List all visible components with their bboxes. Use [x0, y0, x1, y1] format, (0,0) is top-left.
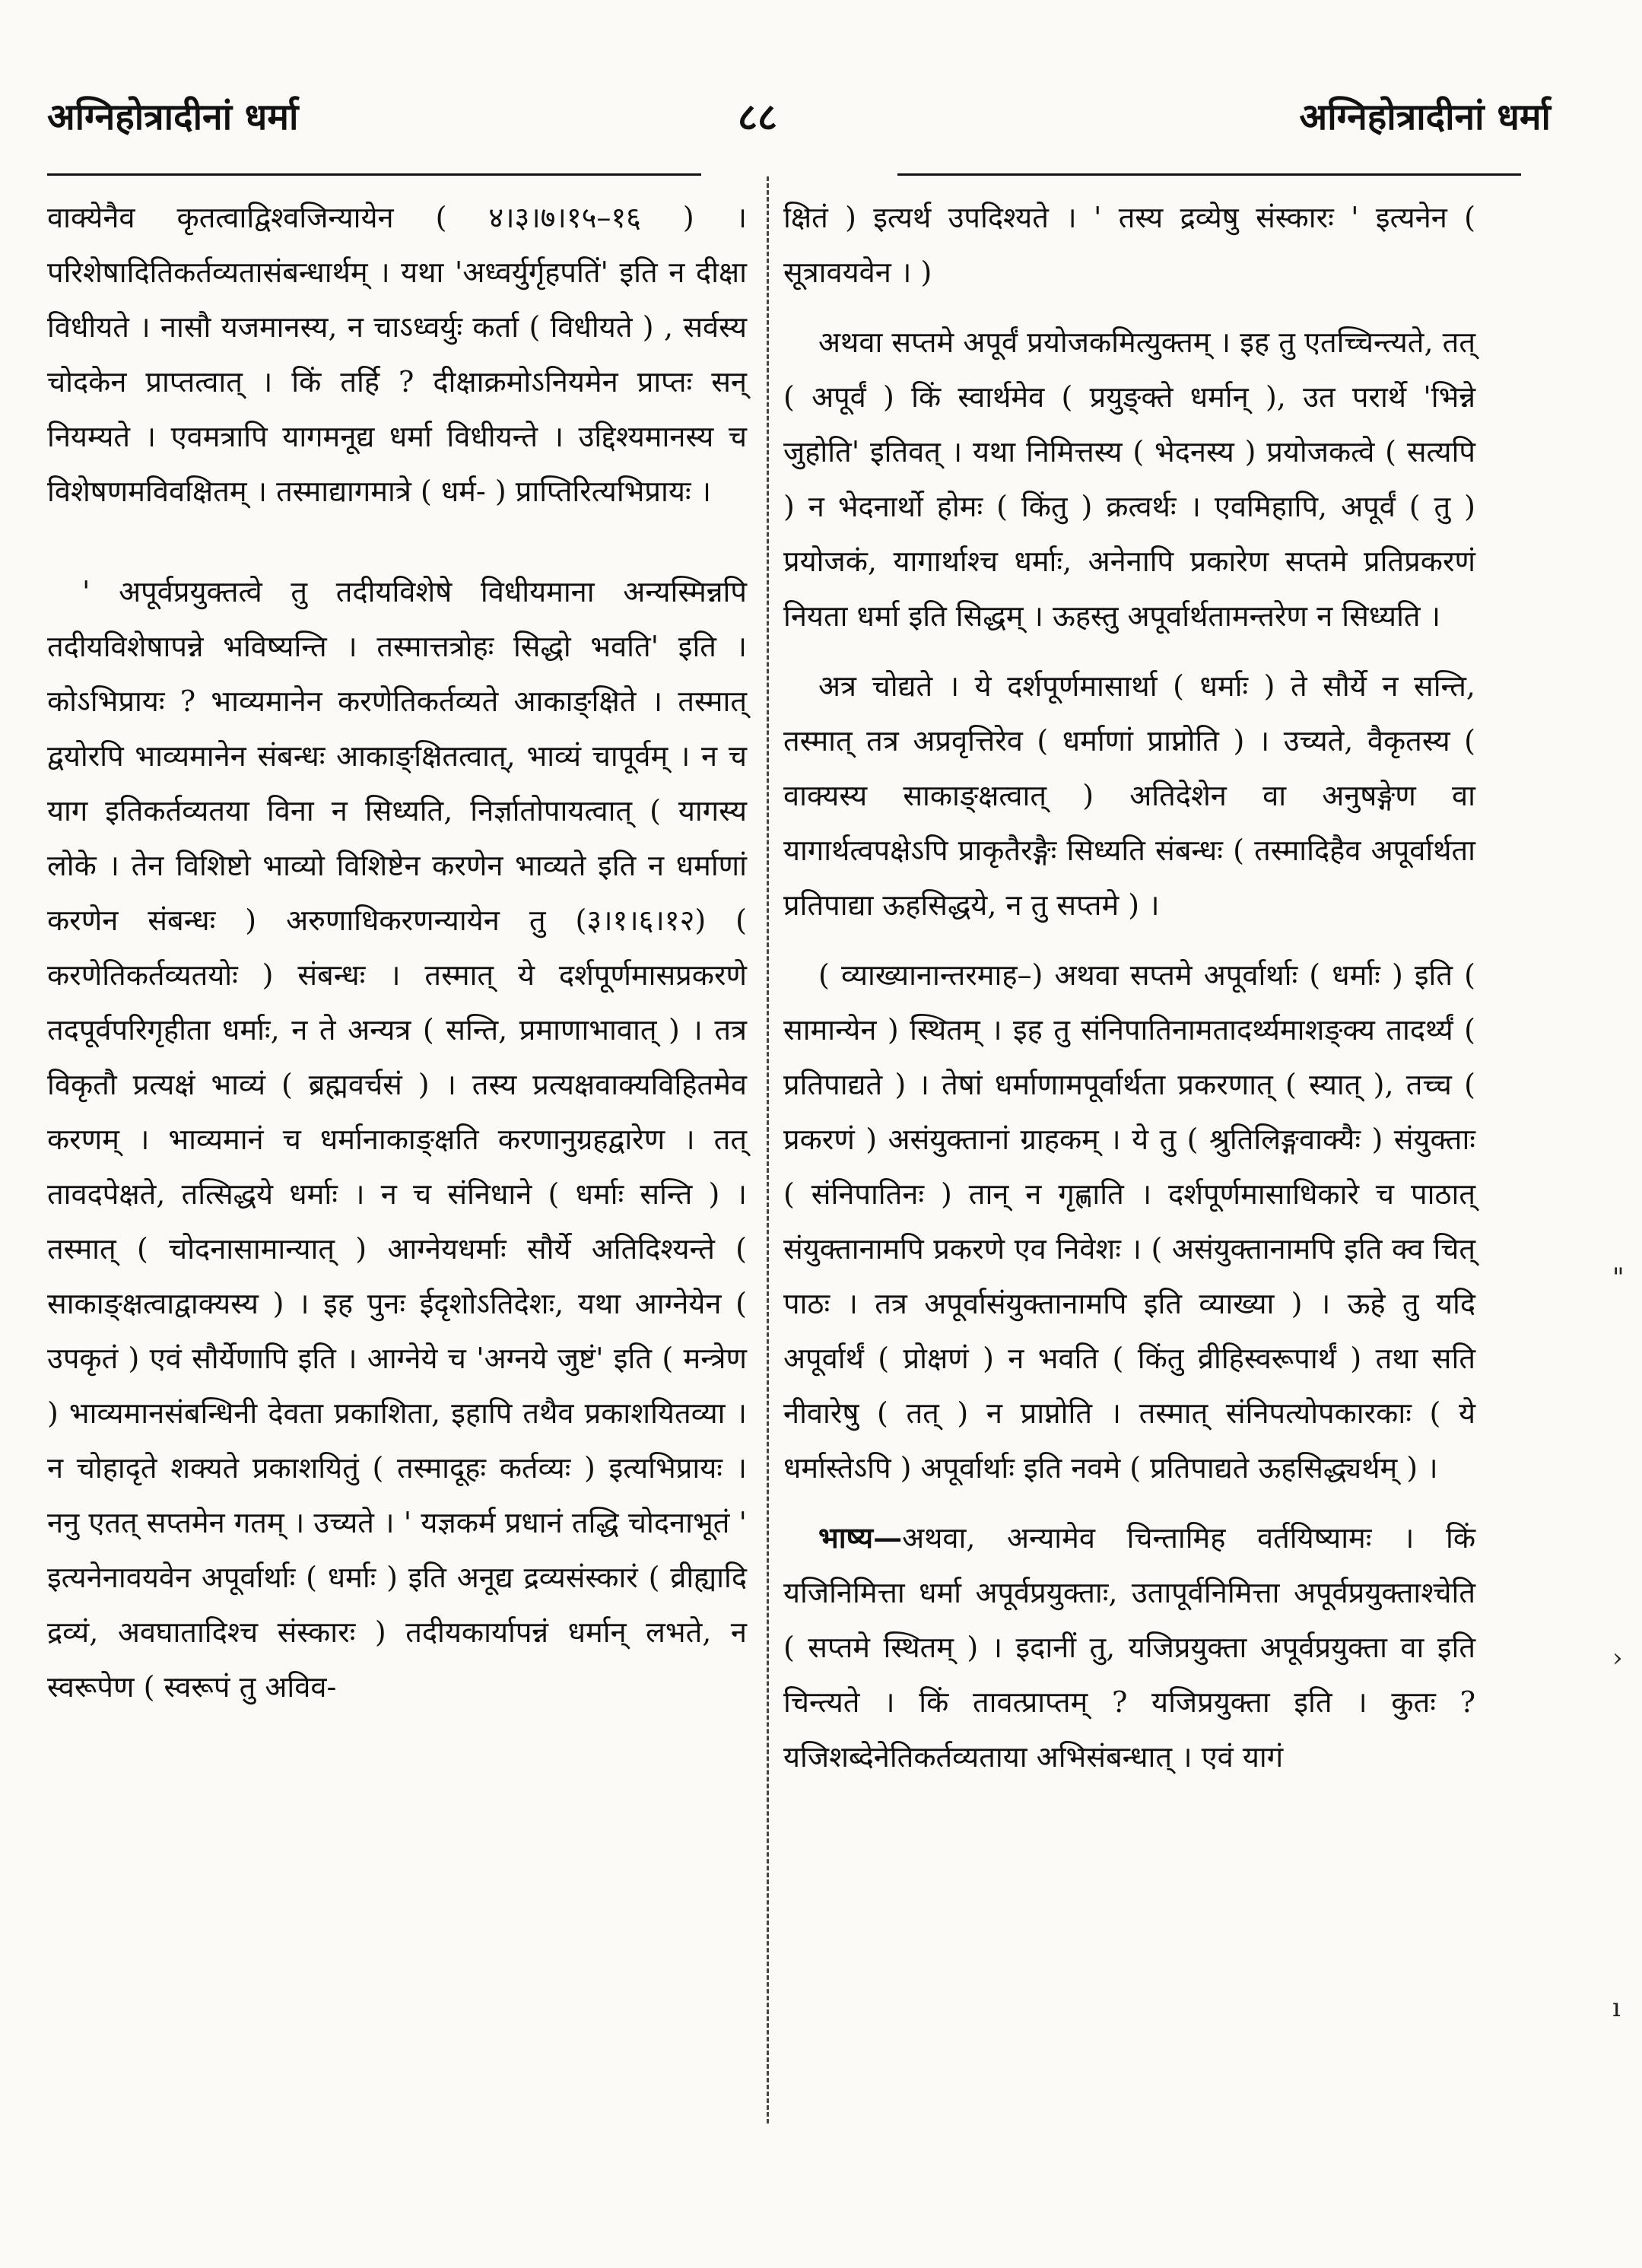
header-rule-right: [897, 173, 1521, 176]
column-divider: [767, 176, 769, 2123]
right-paragraph: ( व्याख्यानान्तरमाह–) अथवा सप्तमे अपूर्वार्थाः ( धर्माः ) इति ( सामान्येन ) स्थितम् । इह तु संनिपातिनामतादर्थ्यमाशङ्क्य तादर्थ्यं ( प्रतिपाद्यते ) । तेषां धर्माणामपूर्वार्थता प्रकरणात् ( स्यात् ), तच्च ( प्रकरणं ) असंयुक्तानां ग्राहकम् । ये तु ( श्रुतिलिङ्गवाक्यैः ) संयुक्ताः ( संनिपातिनः ) तान् न गृह्णाति । दर्शपूर्णमासाधिकारे च पाठात् संयुक्तानामपि प्रकरणे एव निवेशः । ( असंयुक्तानामपि इति क्व चित् पाठः । तत्र अपूर्वासंयुक्तानामपि इति व्याख्या ) । ऊहे तु यदि अपूर्वार्थं ( प्रोक्षणं ) न भवति ( किंतु व्रीहिस्वरूपार्थं ) तथा सति नीवारेषु ( तत् ) न प्राप्नोति । तस्मात् संनिपत्योपकारकाः ( ये धर्मास्तेऽपि ) अपूर्वार्थाः इति नवमे ( प्रतिपाद्यते ऊहसिद्ध्यर्थम् ) ।: [783, 958, 1475, 1485]
right-column: [783, 190, 1475, 1799]
bhashya-paragraph: [783, 1510, 1475, 1784]
page-number: ८८: [738, 94, 777, 139]
right-paragraph: अथवा सप्तमे अपूर्वं प्रयोजकमित्युक्तम् । इह तु एतच्चिन्त्यते, तत् ( अपूर्वं ) किं स्वार्थमेव ( प्रयुङ्क्ते धर्मान् ), उत परार्थे 'भिन्ने जुहोति' इतिवत् । यथा निमित्तस्य ( भेदनस्य ) प्रयोजकत्वे ( सत्यपि ) न भेदनार्थो होमः ( किंतु ) क्रत्वर्थः । एवमिहापि, अपूर्वं ( तु ) प्रयोजकं, यागार्थाश्च धर्माः, अनेनापि प्रकारेण सप्तमे प्रतिप्रकरणं नियता धर्मा इति सिद्धम् । ऊहस्तु अपूर्वार्थतामन्तरेण न सिध्यति ।: [783, 326, 1475, 633]
right-paragraph: क्षितं ) इत्यर्थ उपदिश्यते । ' तस्य द्रव्येषु संस्कारः ' इत्यनेन ( सूत्रावयवेन । ): [783, 201, 1475, 289]
running-title-right: अग्निहोत्रादीनां धर्मा: [1299, 96, 1551, 138]
margin-mark: ": [1612, 1263, 1625, 1293]
left-paragraph: वाक्येनैव कृतत्वाद्विश्वजिन्यायेन ( ४।३।७।१५–१६ ) । परिशेषादितिकर्तव्यतासंबन्धार्थम् । यथा 'अध्वर्युर्गृहपतिं' इति न दीक्षा विधीयते । नासौ यजमानस्य, न चाऽध्वर्युः कर्ता ( विधीयते ) , सर्वस्य चोदकेन प्राप्तत्वात् । किं तर्हि ? दीक्षाक्रमोऽनियमेन प्राप्तः सन् नियम्यते । एवमत्रापि यागमनूद्य धर्मा विधीयन्ते । उद्दिश्यमानस्य च विशेषणमविवक्षितम् । तस्माद्यागमात्रे ( धर्म- ) प्राप्तिरित्यभिप्रायः ।: [47, 201, 747, 508]
margin-mark: ı: [1612, 1993, 1621, 2023]
margin-mark: ›: [1612, 1643, 1623, 1673]
left-paragraph: ' अपूर्वप्रयुक्तत्वे तु तदीयविशेषे विधीयमाना अन्यस्मिन्नपि तदीयविशेषापन्ने भविष्यन्ति । तस्मात्तत्रोहः सिद्धो भवति' इति । कोऽभिप्रायः ? भाव्यमानेन करणेतिकर्तव्यते आकाङ्क्षिते । तस्मात् द्वयोरपि भाव्यमानेन संबन्धः आकाङ्क्षितत्वात्, भाव्यं चापूर्वम् । न च याग इतिकर्तव्यतया विना न सिध्यति, निर्ज्ञातोपायत्वात् ( यागस्य लोके । तेन विशिष्टो भाव्यो विशिष्टेन करणेन भाव्यते इति न धर्माणां करणेन संबन्धः ) अरुणाधिकरणन्यायेन तु (३।१।६।१२) ( करणेतिकर्तव्यतयोः ) संबन्धः । तस्मात् ये दर्शपूर्णमासप्रकरणे तदपूर्वपरिगृहीता धर्माः, न ते अन्यत्र ( सन्ति, प्रमाणाभावात् ) । तत्र विकृतौ प्रत्यक्षं भाव्यं ( ब्रह्मवर्चसं ) । तस्य प्रत्यक्षवाक्यविहितमेव करणम् । भाव्यमानं च धर्मानाकाङ्क्षति करणानुग्रहद्वारेण । तत् तावदपेक्षते, तत्सिद्धये धर्माः । न च संनिधाने ( धर्माः सन्ति ) । तस्मात् ( चोदनासामान्यात् ) आग्नेयधर्माः सौर्ये अतिदिश्यन्ते ( साकाङ्क्षत्वाद्वाक्यस्य ) । इह पुनः ईदृशोऽतिदेशः, यथा आग्नेयेन ( उपकृतं ) एवं सौर्येणापि इति । आग्नेये च 'अग्नये जुष्टं' इति ( मन्त्रेण ) भाव्यमानसंबन्धिनी देवता प्रकाशिता, इहापि तथैव प्रकाशयितव्या । न चोहादृते शक्यते प्रकाशयितुं ( तस्मादूहः कर्तव्यः ) इत्यभिप्रायः । ननु एतत् सप्तमेन गतम् । उच्यते । ' यज्ञकर्म प्रधानं तद्धि चोदनाभूतं ' इत्यनेनावयवेन अपूर्वार्थाः ( धर्माः ) इति अनूद्य द्रव्यसंस्कारं ( व्रीह्यादि द्रव्यं, अवघातादिश्च संस्कारः ) तदीयकार्यापन्नं धर्मान् लभते, न स्वरूपेण ( स्वरूपं तु अविव-: [47, 575, 747, 1704]
header-rule-left: [47, 173, 701, 176]
right-paragraph: अत्र चोद्यते । ये दर्शपूर्णमासार्था ( धर्माः ) ते सौर्ये न सन्ति, तस्मात् तत्र अप्रवृत्तिरेव ( धर्माणां प्राप्नोति ) । उच्यते, वैकृतस्य ( वाक्यस्य साकाङ्क्षत्वात् ) अतिदेशेन वा अनुषङ्गेण वा यागार्थत्वपक्षेऽपि प्राकृतैरङ्गैः सिध्यति संबन्धः ( तस्मादिहैव अपूर्वार्थता प्रतिपाद्या ऊहसिद्धये, न तु सप्तमे ) ।: [783, 669, 1475, 922]
page-header: [0, 0, 1642, 152]
bhashya-label: भाष्य—: [818, 1520, 903, 1555]
left-column: [47, 190, 747, 1730]
running-title-left: अग्निहोत्रादीनां धर्मा: [47, 96, 299, 138]
bhashya-text: अथवा, अन्यामेव चिन्तामिह वर्तयिष्यामः । किं यजिनिमित्ता धर्मा अपूर्वप्रयुक्ताः, उतापूर्वनिमित्ता अपूर्वप्रयुक्ताश्चेति ( सप्तमे स्थितम् ) । इदानीं तु, यजिप्रयुक्ता अपूर्वप्रयुक्ता वा इति चिन्त्यते । किं तावत्प्राप्तम् ? यजिप्रयुक्ता इति । कुतः ? यजिशब्देनेतिकर्तव्यताया अभिसंबन्धात् । एवं यागं: [783, 1521, 1475, 1774]
